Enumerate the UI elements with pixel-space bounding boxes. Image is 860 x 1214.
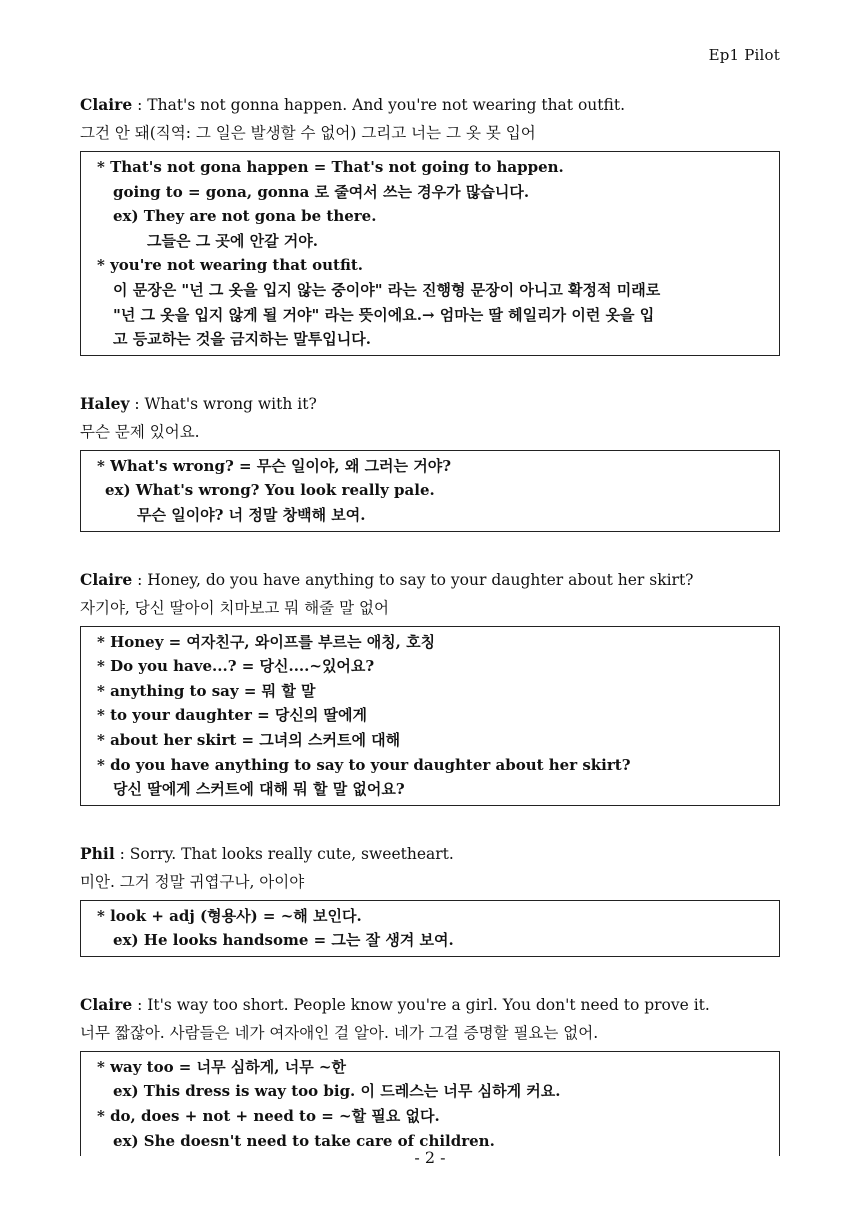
- english-line: That's not gonna happen. And you're not wearing that outfit.: [147, 96, 625, 114]
- note-line: * way too = 너무 심하게, 너무 ~한: [97, 1057, 346, 1076]
- speaker-name: Claire: [80, 95, 133, 114]
- korean-translation: 너무 짧잖아. 사람들은 네가 여자애인 걸 알아. 네가 그걸 증명할 필요는 없어.: [80, 1023, 599, 1042]
- note-line: * That's not gona happen = That's not going to happen.: [97, 158, 564, 176]
- speaker-name: Phil: [80, 843, 115, 863]
- dialogue-line: Haley : What's wrong with it?: [80, 393, 317, 413]
- dialogue-line: Claire : That's not gonna happen. And you're not wearing that outfit.: [80, 95, 625, 114]
- dialogue-block: [80, 991, 780, 1047]
- note-line: 무슨 일이야? 너 정말 창백해 보여.: [137, 505, 366, 524]
- note-line: * to your daughter = 당신의 딸에게: [97, 706, 368, 725]
- note-line: * do you have anything to say to your daughter about her skirt?: [97, 755, 631, 774]
- note-line: * Do you have...? = 당신....~있어요?: [97, 657, 375, 676]
- note-line: ex) What's wrong? You look really pale.: [105, 481, 435, 500]
- english-line: What's wrong with it?: [144, 394, 317, 413]
- speaker-name: Haley: [80, 393, 130, 413]
- note-line: ex) They are not gona be there.: [113, 207, 377, 226]
- dialogue-line: Claire : It's way too short. People know you're a girl. You don't need to prove it.: [80, 994, 710, 1014]
- korean-translation: 자기야, 당신 딸아이 치마보고 뭐 해줄 말 없어: [80, 598, 389, 617]
- note-box: [80, 1051, 780, 1156]
- note-line: ex) She doesn't need to take care of children.: [113, 1131, 495, 1150]
- note-line: * about her skirt = 그녀의 스커트에 대해: [97, 730, 401, 749]
- note-line: ex) He looks handsome = 그는 잘 생겨 보여.: [113, 931, 454, 950]
- note-line: 그들은 그 곳에 안갈 거야.: [147, 231, 319, 250]
- page-content: [80, 91, 780, 1156]
- note-line: 당신 딸에게 스커트에 대해 뭐 할 말 없어요?: [113, 780, 405, 799]
- dialogue-block: [80, 566, 780, 622]
- dialogue-block: [80, 390, 780, 446]
- dialogue-block: [80, 840, 780, 896]
- korean-translation: 미안. 그거 정말 귀엽구나, 아이야: [80, 872, 305, 891]
- korean-translation: 무슨 문제 있어요.: [80, 422, 200, 441]
- dialogue-line: Claire : Honey, do you have anything to say to your daughter about her skirt?: [80, 569, 694, 589]
- note-line: 이 문장은 "넌 그 옷을 입지 않는 중이야" 라는 진행형 문장이 아니고 확정적 미래로: [113, 280, 661, 299]
- english-line: It's way too short. People know you're a girl. You don't need to prove it.: [147, 995, 710, 1014]
- note-line: * do, does + not + need to = ~할 필요 없다.: [97, 1107, 440, 1126]
- note-line: * Honey = 여자친구, 와이프를 부르는 애칭, 호칭: [97, 632, 436, 651]
- note-box: [80, 626, 780, 806]
- english-line: Sorry. That looks really cute, sweetheart.: [129, 844, 454, 863]
- note-box: [80, 900, 780, 957]
- note-line: "넌 그 옷을 입지 않게 될 거야" 라는 뜻이에요.→ 엄마는 딸 헤일리가 이런 옷을 입: [113, 305, 655, 324]
- note-line: going to = gona, gonna 로 줄여서 쓰는 경우가 많습니다.: [113, 182, 530, 201]
- note-line: * you're not wearing that outfit.: [97, 256, 364, 275]
- korean-translation: 그건 안 돼(직역: 그 일은 발생할 수 없어) 그리고 너는 그 옷 못 입어: [80, 124, 536, 142]
- dialogue-block: [80, 91, 780, 147]
- note-box: [80, 450, 780, 532]
- page-header-episode: Ep1 Pilot: [708, 46, 780, 64]
- note-line: * What's wrong? = 무슨 일이야, 왜 그러는 거야?: [97, 456, 452, 475]
- note-line: ex) This dress is way too big. 이 드레스는 너무 심하게 커요.: [113, 1082, 561, 1101]
- speaker-name: Claire: [80, 569, 133, 589]
- note-line: * anything to say = 뭐 할 말: [97, 681, 316, 700]
- note-box: [80, 151, 780, 356]
- dialogue-line: Phil : Sorry. That looks really cute, sweetheart.: [80, 843, 454, 863]
- english-line: Honey, do you have anything to say to your daughter about her skirt?: [147, 570, 694, 589]
- note-line: 고 등교하는 것을 금지하는 말투입니다.: [113, 330, 371, 349]
- speaker-name: Claire: [80, 994, 133, 1014]
- note-line: * look + adj (형용사) = ~해 보인다.: [97, 906, 362, 925]
- page-number: - 2 -: [414, 1148, 446, 1167]
